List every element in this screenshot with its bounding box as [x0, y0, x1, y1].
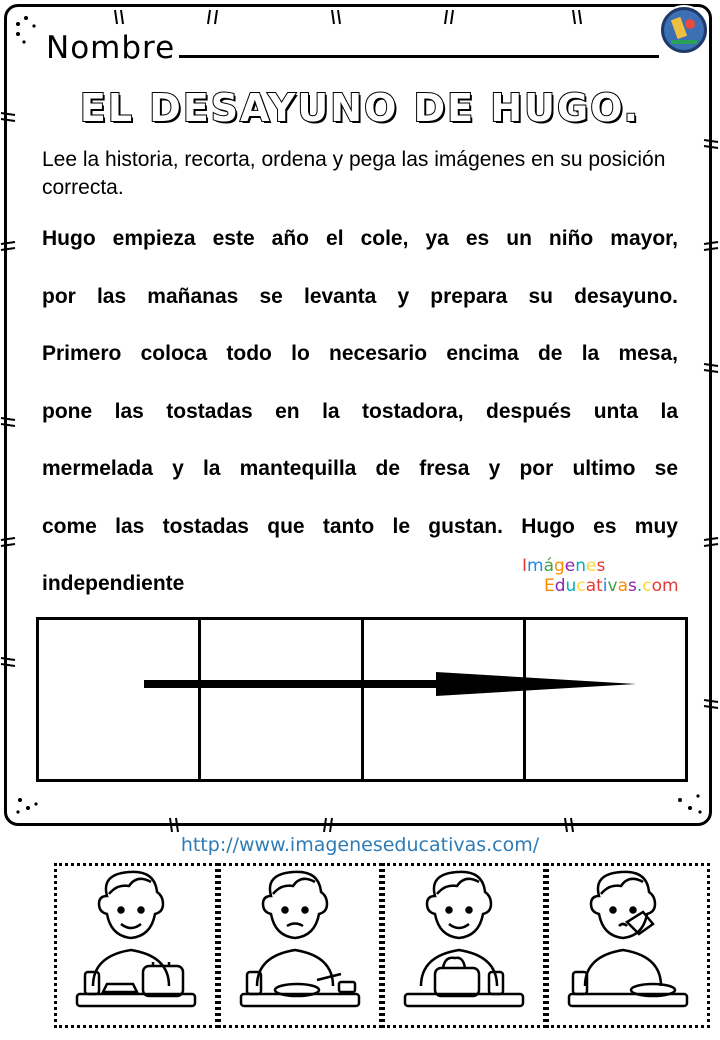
story-line: come las tostadas que tanto le gustan. Hugo es muy — [42, 514, 678, 538]
brand-watermark — [522, 556, 679, 596]
boy-bread-icon — [385, 866, 543, 1025]
source-url: http://www.imageneseducativas.com/ — [180, 834, 540, 856]
brand-line-1: Imágenes — [522, 556, 606, 576]
right-arrow-icon — [140, 668, 640, 700]
boy-spreading-icon — [221, 866, 379, 1025]
story-line: Primero coloca todo lo necesario encima de la mesa, — [42, 342, 678, 365]
cutout-cards — [54, 863, 710, 1028]
story-line: Hugo empieza este año el cole, ya es un niño mayor, — [42, 227, 678, 250]
instructions-text: Lee la historia, recorta, ordena y pega las imágenes en su posición correcta. — [42, 148, 666, 199]
name-label: Nombre — [46, 30, 176, 66]
name-blank-line — [179, 49, 659, 58]
cutout-card-bread[interactable] — [382, 863, 546, 1028]
page-title: EL DESAYUNO DE HUGO. — [79, 86, 641, 130]
brand-line-2: Educativas.com — [544, 576, 679, 596]
story-line: pone las tostadas en la tostadora, después unta la — [42, 399, 678, 423]
name-field — [46, 30, 659, 66]
cutout-card-toaster[interactable] — [54, 863, 218, 1028]
site-logo-icon — [658, 4, 710, 56]
boy-eating-icon — [549, 866, 707, 1025]
boy-toaster-icon — [57, 866, 215, 1025]
cutout-card-spreading[interactable] — [218, 863, 382, 1028]
story-line: independiente — [42, 572, 185, 595]
story-line: por las mañanas se levanta y prepara su desayuno. — [42, 284, 678, 308]
story-line: mermelada y la mantequilla de fresa y por ultimo se — [42, 457, 678, 480]
cutout-card-eating[interactable] — [546, 863, 710, 1028]
